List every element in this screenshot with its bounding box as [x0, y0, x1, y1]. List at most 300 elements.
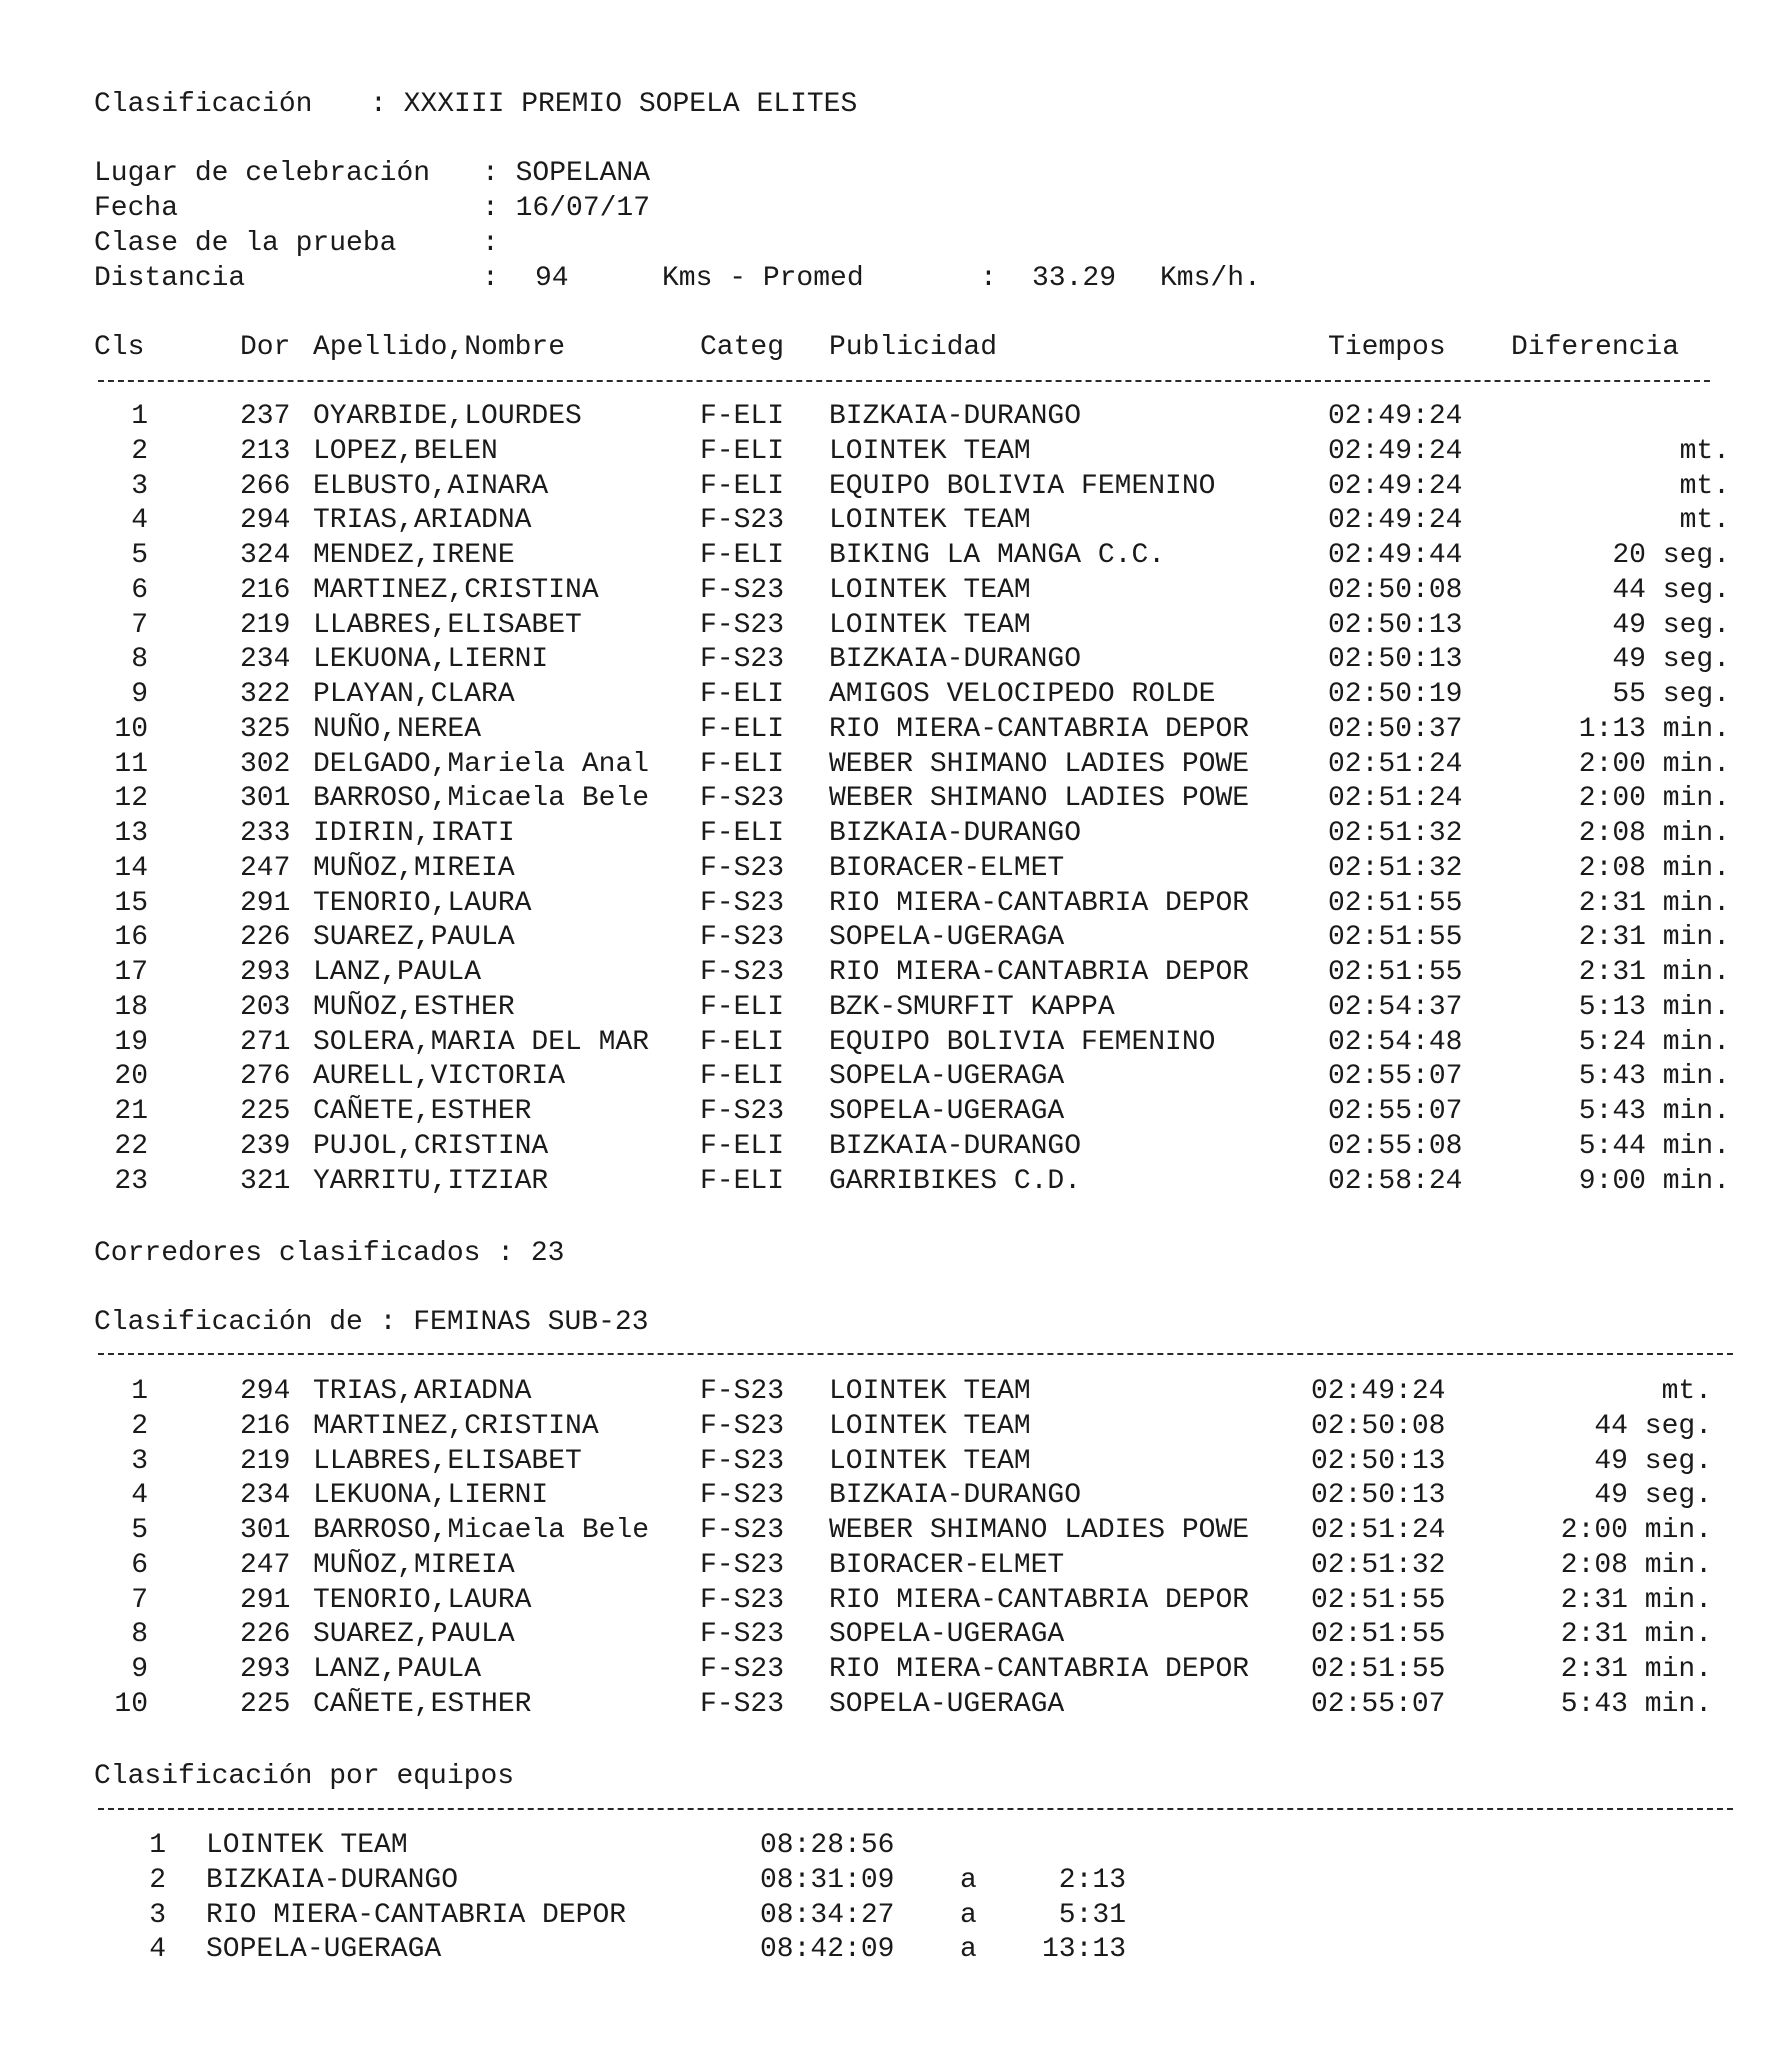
- cell-tiempo: 02:49:24: [1328, 435, 1463, 467]
- cell-categ: F-S23: [700, 1515, 785, 1546]
- cell-nombre: MENDEZ,IRENE: [313, 540, 515, 571]
- cell-publicidad: RIO MIERA-CANTABRIA DEPOR: [829, 887, 1250, 919]
- cell-dor: 219: [240, 1445, 291, 1477]
- cell-publicidad: SOPELA-UGERAGA: [829, 1096, 1065, 1127]
- cell-categ: F-ELI: [700, 991, 785, 1023]
- table-row: [0, 1688, 1785, 1723]
- cell-publicidad: WEBER SHIMANO LADIES POWE: [829, 1515, 1250, 1546]
- cell-categ: F-S23: [700, 1096, 785, 1127]
- cell-diferencia: 5:43 min.: [1560, 1688, 1712, 1720]
- cell-diferencia: 2:31 min.: [1560, 1654, 1712, 1685]
- cell-a: a: [960, 1899, 977, 1931]
- cell-nombre: AURELL,VICTORIA: [313, 1061, 566, 1093]
- cell-publicidad: LOINTEK TEAM: [829, 609, 1031, 641]
- table-row: [0, 609, 1785, 644]
- cell-tiempo: 02:51:55: [1311, 1584, 1446, 1616]
- cell-publicidad: WEBER SHIMANO LADIES POWE: [829, 748, 1250, 780]
- cell-tiempo: 02:50:13: [1328, 609, 1463, 641]
- cell-tiempo: 02:50:13: [1328, 644, 1463, 676]
- cell-diferencia: 1:13 min.: [1578, 713, 1730, 745]
- fecha-label: Fecha: [94, 193, 179, 224]
- classification-title-value: : XXXIII PREMIO SOPELA ELITES: [370, 89, 858, 120]
- cell-cls: 12: [114, 783, 148, 815]
- table-row: [0, 921, 1785, 956]
- cell-categ: F-ELI: [700, 435, 785, 467]
- cell-publicidad: GARRIBIKES C.D.: [829, 1165, 1082, 1197]
- cell-cls: 19: [114, 1026, 148, 1058]
- cell-diferencia: 9:00 min.: [1578, 1165, 1730, 1197]
- cell-publicidad: LOINTEK TEAM: [829, 1410, 1031, 1442]
- cell-diferencia: 2:08 min.: [1578, 852, 1730, 884]
- cell-tiempo: 02:50:13: [1311, 1480, 1446, 1512]
- cell-dor: 291: [240, 887, 291, 919]
- divider: [98, 380, 1710, 382]
- cell-nombre: TENORIO,LAURA: [313, 887, 532, 919]
- table-row: [0, 1130, 1785, 1165]
- cell-diferencia: 2:31 min.: [1560, 1619, 1712, 1651]
- cell-tiempo: 02:54:37: [1328, 991, 1463, 1023]
- table-row: [0, 678, 1785, 713]
- cell-diferencia: 5:43 min.: [1578, 1096, 1730, 1127]
- team-row: [0, 1899, 1785, 1934]
- cell-dor: 322: [240, 679, 291, 710]
- cell-dor: 293: [240, 957, 291, 988]
- cell-cls: 1: [131, 1376, 148, 1407]
- cell-cls: 9: [131, 679, 148, 710]
- fecha-value: : 16/07/17: [482, 193, 651, 224]
- cell-tiempo: 02:55:07: [1328, 1096, 1463, 1127]
- cell-cls: 21: [114, 1096, 148, 1127]
- table-row: [0, 991, 1785, 1026]
- cell-nombre: PUJOL,CRISTINA: [313, 1130, 549, 1162]
- cell-diferencia: 49 seg.: [1594, 1445, 1712, 1477]
- cell-dor: 271: [240, 1026, 291, 1058]
- cell-diferencia: mt.: [1679, 505, 1730, 537]
- cell-tiempo: 02:51:55: [1328, 922, 1463, 954]
- cell-publicidad: LOINTEK TEAM: [829, 1376, 1031, 1407]
- cell-tiempo: 08:28:56: [760, 1830, 895, 1861]
- cell-categ: F-ELI: [700, 818, 785, 849]
- cell-nombre: CAÑETE,ESTHER: [313, 1096, 532, 1127]
- cell-nombre: TRIAS,ARIADNA: [313, 1376, 532, 1407]
- cell-dor: 219: [240, 609, 291, 641]
- divider: [98, 1353, 1733, 1355]
- promedio-value: 33.29: [1032, 263, 1117, 294]
- cell-diferencia: 2:08 min.: [1578, 818, 1730, 849]
- cell-categ: F-S23: [700, 922, 785, 954]
- cell-nombre: SOLERA,MARIA DEL MAR: [313, 1026, 650, 1058]
- cell-diferencia: 13:13: [1041, 1934, 1126, 1966]
- cell-tiempo: 02:50:13: [1311, 1445, 1446, 1477]
- table-row: [0, 1549, 1785, 1584]
- cell-diferencia: 2:00 min.: [1578, 748, 1730, 780]
- cell-tiempo: 02:49:24: [1328, 470, 1463, 502]
- cell-categ: F-S23: [700, 1410, 785, 1442]
- table-row: [0, 748, 1785, 783]
- cell-diferencia: 2:13: [1058, 1864, 1126, 1896]
- cell-diferencia: 2:31 min.: [1578, 887, 1730, 919]
- cell-categ: F-S23: [700, 1445, 785, 1477]
- cell-diferencia: mt.: [1679, 435, 1730, 467]
- table-row: [0, 1165, 1785, 1200]
- cell-cls: 6: [131, 1549, 148, 1581]
- cell-equipo: BIZKAIA-DURANGO: [206, 1864, 459, 1896]
- cell-publicidad: BIZKAIA-DURANGO: [829, 1480, 1082, 1512]
- cell-categ: F-S23: [700, 1584, 785, 1616]
- cell-pos: 2: [149, 1864, 166, 1896]
- cell-dor: 239: [240, 1130, 291, 1162]
- team-row: [0, 1933, 1785, 1968]
- table-row: [0, 504, 1785, 539]
- cell-cls: 2: [131, 1410, 148, 1442]
- cell-nombre: BARROSO,Micaela Bele: [313, 783, 650, 815]
- cell-cls: 17: [114, 957, 148, 988]
- table-row: [0, 400, 1785, 435]
- cell-tiempo: 02:51:24: [1328, 748, 1463, 780]
- cell-tiempo: 02:51:55: [1311, 1654, 1446, 1685]
- table-row: [0, 956, 1785, 991]
- cell-nombre: NUÑO,NEREA: [313, 713, 482, 745]
- table-row: [0, 1410, 1785, 1445]
- cell-dor: 293: [240, 1654, 291, 1685]
- col-header-categ: Categ: [700, 332, 785, 363]
- col-header-diferencia: Diferencia: [1511, 332, 1680, 363]
- col-header-dor: Dor: [240, 332, 291, 363]
- cell-publicidad: BIORACER-ELMET: [829, 1549, 1065, 1581]
- cell-categ: F-S23: [700, 1654, 785, 1685]
- cell-publicidad: LOINTEK TEAM: [829, 505, 1031, 537]
- cell-nombre: LOPEZ,BELEN: [313, 435, 498, 467]
- cell-diferencia: 44 seg.: [1594, 1410, 1712, 1442]
- cell-tiempo: 02:51:32: [1328, 818, 1463, 849]
- cell-dor: 321: [240, 1165, 291, 1197]
- table-row: [0, 1653, 1785, 1688]
- cell-dor: 325: [240, 713, 291, 745]
- cell-dor: 226: [240, 1619, 291, 1651]
- cell-dor: 237: [240, 401, 291, 432]
- cell-publicidad: LOINTEK TEAM: [829, 1445, 1031, 1477]
- cell-tiempo: 02:49:24: [1311, 1376, 1446, 1407]
- cell-cls: 8: [131, 1619, 148, 1651]
- cell-equipo: RIO MIERA-CANTABRIA DEPOR: [206, 1899, 627, 1931]
- cell-cls: 11: [114, 748, 148, 780]
- table-row: [0, 1514, 1785, 1549]
- cell-categ: F-ELI: [700, 1061, 785, 1093]
- cell-pos: 1: [149, 1830, 166, 1861]
- cell-nombre: BARROSO,Micaela Bele: [313, 1515, 650, 1546]
- cell-dor: 216: [240, 574, 291, 606]
- cell-cls: 13: [114, 818, 148, 849]
- cell-categ: F-S23: [700, 1688, 785, 1720]
- cell-cls: 5: [131, 1515, 148, 1546]
- cell-cls: 7: [131, 609, 148, 641]
- cell-dor: 301: [240, 1515, 291, 1546]
- cell-cls: 10: [114, 713, 148, 745]
- cell-diferencia: 2:00 min.: [1578, 783, 1730, 815]
- cell-categ: F-ELI: [700, 470, 785, 502]
- cell-categ: F-S23: [700, 1480, 785, 1512]
- table-row: [0, 782, 1785, 817]
- cell-categ: F-ELI: [700, 1026, 785, 1058]
- cell-tiempo: 02:55:07: [1328, 1061, 1463, 1093]
- cell-publicidad: BIZKAIA-DURANGO: [829, 644, 1082, 676]
- cell-cls: 3: [131, 470, 148, 502]
- cell-cls: 18: [114, 991, 148, 1023]
- cell-dor: 301: [240, 783, 291, 815]
- col-header-nombre: Apellido,Nombre: [313, 332, 566, 363]
- cell-publicidad: BIZKAIA-DURANGO: [829, 1130, 1082, 1162]
- table-row: [0, 1618, 1785, 1653]
- cell-nombre: SUAREZ,PAULA: [313, 922, 515, 954]
- cell-diferencia: 2:00 min.: [1560, 1515, 1712, 1546]
- sub23-title: Clasificación de : FEMINAS SUB-23: [94, 1307, 649, 1338]
- cell-diferencia: 5:44 min.: [1578, 1130, 1730, 1162]
- table-row: [0, 539, 1785, 574]
- cell-nombre: OYARBIDE,LOURDES: [313, 401, 582, 432]
- classification-title-label: Clasificación: [94, 89, 313, 120]
- cell-cls: 23: [114, 1165, 148, 1197]
- cell-tiempo: 02:51:55: [1328, 887, 1463, 919]
- classified-count: Corredores clasificados : 23: [94, 1238, 565, 1269]
- cell-nombre: PLAYAN,CLARA: [313, 679, 515, 710]
- cell-publicidad: WEBER SHIMANO LADIES POWE: [829, 783, 1250, 815]
- cell-nombre: LLABRES,ELISABET: [313, 1445, 582, 1477]
- distancia-label: Distancia: [94, 263, 246, 294]
- cell-cls: 22: [114, 1130, 148, 1162]
- cell-cls: 7: [131, 1584, 148, 1616]
- cell-diferencia: 49 seg.: [1612, 644, 1730, 676]
- promedio-sep: :: [980, 263, 997, 294]
- cell-dor: 216: [240, 1410, 291, 1442]
- cell-diferencia: 5:43 min.: [1578, 1061, 1730, 1093]
- cell-categ: F-ELI: [700, 679, 785, 710]
- cell-nombre: LLABRES,ELISABET: [313, 609, 582, 641]
- team-row: [0, 1829, 1785, 1864]
- cell-publicidad: BIZKAIA-DURANGO: [829, 401, 1082, 432]
- team-row: [0, 1864, 1785, 1899]
- table-row: [0, 713, 1785, 748]
- cell-dor: 294: [240, 1376, 291, 1407]
- cell-categ: F-S23: [700, 852, 785, 884]
- cell-categ: F-S23: [700, 783, 785, 815]
- col-header-tiempos: Tiempos: [1328, 332, 1446, 363]
- cell-tiempo: 02:50:19: [1328, 679, 1463, 710]
- table-row: [0, 1095, 1785, 1130]
- cell-nombre: MUÑOZ,MIREIA: [313, 1549, 515, 1581]
- cell-categ: F-ELI: [700, 540, 785, 571]
- cell-publicidad: RIO MIERA-CANTABRIA DEPOR: [829, 1654, 1250, 1685]
- cell-nombre: MARTINEZ,CRISTINA: [313, 574, 599, 606]
- cell-categ: F-ELI: [700, 401, 785, 432]
- cell-categ: F-S23: [700, 574, 785, 606]
- cell-categ: F-S23: [700, 505, 785, 537]
- cell-diferencia: 49 seg.: [1594, 1480, 1712, 1512]
- col-header-cls: Cls: [94, 332, 145, 363]
- cell-tiempo: 02:51:32: [1311, 1549, 1446, 1581]
- col-header-publicidad: Publicidad: [829, 332, 998, 363]
- divider: [98, 1808, 1733, 1810]
- cell-tiempo: 02:51:24: [1328, 783, 1463, 815]
- cell-categ: F-ELI: [700, 1130, 785, 1162]
- cell-publicidad: LOINTEK TEAM: [829, 435, 1031, 467]
- cell-tiempo: 02:50:08: [1328, 574, 1463, 606]
- cell-categ: F-S23: [700, 1619, 785, 1651]
- cell-diferencia: 2:31 min.: [1578, 922, 1730, 954]
- cell-diferencia: 55 seg.: [1612, 679, 1730, 710]
- cell-publicidad: BIKING LA MANGA C.C.: [829, 540, 1166, 571]
- cell-publicidad: RIO MIERA-CANTABRIA DEPOR: [829, 713, 1250, 745]
- cell-cls: 16: [114, 922, 148, 954]
- cell-cls: 10: [114, 1688, 148, 1720]
- teams-title: Clasificación por equipos: [94, 1761, 515, 1792]
- cell-cls: 4: [131, 1480, 148, 1512]
- clase-label: Clase de la prueba: [94, 228, 397, 259]
- cell-cls: 20: [114, 1061, 148, 1093]
- table-row: [0, 470, 1785, 505]
- cell-dor: 226: [240, 922, 291, 954]
- cell-tiempo: 02:50:37: [1328, 713, 1463, 745]
- cell-equipo: SOPELA-UGERAGA: [206, 1934, 442, 1966]
- cell-nombre: LANZ,PAULA: [313, 957, 482, 988]
- cell-dor: 233: [240, 818, 291, 849]
- cell-publicidad: BIZKAIA-DURANGO: [829, 818, 1082, 849]
- cell-publicidad: BIORACER-ELMET: [829, 852, 1065, 884]
- cell-nombre: LEKUONA,LIERNI: [313, 644, 549, 676]
- cell-categ: F-S23: [700, 887, 785, 919]
- cell-tiempo: 02:49:24: [1328, 401, 1463, 432]
- cell-equipo: LOINTEK TEAM: [206, 1830, 408, 1861]
- table-row: [0, 817, 1785, 852]
- table-row: [0, 1479, 1785, 1514]
- cell-publicidad: AMIGOS VELOCIPEDO ROLDE: [829, 679, 1216, 710]
- cell-a: a: [960, 1864, 977, 1896]
- cell-tiempo: 02:50:08: [1311, 1410, 1446, 1442]
- cell-dor: 225: [240, 1688, 291, 1720]
- cell-publicidad: BZK-SMURFIT KAPPA: [829, 991, 1115, 1023]
- cell-nombre: TRIAS,ARIADNA: [313, 505, 532, 537]
- cell-a: a: [960, 1934, 977, 1966]
- cell-dor: 213: [240, 435, 291, 467]
- cell-cls: 15: [114, 887, 148, 919]
- cell-tiempo: 02:51:55: [1311, 1619, 1446, 1651]
- cell-cls: 8: [131, 644, 148, 676]
- cell-categ: F-S23: [700, 1549, 785, 1581]
- cell-publicidad: SOPELA-UGERAGA: [829, 1619, 1065, 1651]
- cell-dor: 276: [240, 1061, 291, 1093]
- cell-dor: 294: [240, 505, 291, 537]
- cell-dor: 247: [240, 852, 291, 884]
- cell-tiempo: 02:51:32: [1328, 852, 1463, 884]
- cell-diferencia: 5:24 min.: [1578, 1026, 1730, 1058]
- cell-nombre: MUÑOZ,MIREIA: [313, 852, 515, 884]
- cell-tiempo: 08:42:09: [760, 1934, 895, 1966]
- cell-tiempo: 02:55:07: [1311, 1688, 1446, 1720]
- cell-publicidad: SOPELA-UGERAGA: [829, 1061, 1065, 1093]
- cell-nombre: MUÑOZ,ESTHER: [313, 991, 515, 1023]
- table-row: [0, 887, 1785, 922]
- cell-diferencia: 5:31: [1058, 1899, 1126, 1931]
- cell-tiempo: 02:49:44: [1328, 540, 1463, 571]
- cell-tiempo: 08:31:09: [760, 1864, 895, 1896]
- cell-dor: 225: [240, 1096, 291, 1127]
- promedio-unit: Kms/h.: [1160, 263, 1261, 294]
- cell-pos: 3: [149, 1899, 166, 1931]
- cell-diferencia: 44 seg.: [1612, 574, 1730, 606]
- cell-categ: F-ELI: [700, 1165, 785, 1197]
- table-row: [0, 1375, 1785, 1410]
- cell-dor: 234: [240, 1480, 291, 1512]
- table-row: [0, 1584, 1785, 1619]
- cell-cls: 3: [131, 1445, 148, 1477]
- lugar-value: : SOPELANA: [482, 158, 651, 189]
- cell-cls: 14: [114, 852, 148, 884]
- cell-nombre: MARTINEZ,CRISTINA: [313, 1410, 599, 1442]
- cell-categ: F-ELI: [700, 713, 785, 745]
- cell-cls: 2: [131, 435, 148, 467]
- cell-dor: 302: [240, 748, 291, 780]
- table-row: [0, 1026, 1785, 1061]
- cell-publicidad: LOINTEK TEAM: [829, 574, 1031, 606]
- cell-categ: F-ELI: [700, 748, 785, 780]
- table-row: [0, 643, 1785, 678]
- cell-nombre: DELGADO,Mariela Anal: [313, 748, 650, 780]
- cell-diferencia: mt.: [1661, 1376, 1712, 1407]
- cell-dor: 266: [240, 470, 291, 502]
- cell-diferencia: 2:31 min.: [1560, 1584, 1712, 1616]
- cell-publicidad: EQUIPO BOLIVIA FEMENINO: [829, 1026, 1216, 1058]
- table-row: [0, 435, 1785, 470]
- cell-nombre: IDIRIN,IRATI: [313, 818, 515, 849]
- lugar-label: Lugar de celebración: [94, 158, 431, 189]
- cell-publicidad: RIO MIERA-CANTABRIA DEPOR: [829, 1584, 1250, 1616]
- distancia-sep: :: [482, 263, 499, 294]
- cell-nombre: ELBUSTO,AINARA: [313, 470, 549, 502]
- cell-dor: 247: [240, 1549, 291, 1581]
- cell-diferencia: 5:13 min.: [1578, 991, 1730, 1023]
- cell-nombre: SUAREZ,PAULA: [313, 1619, 515, 1651]
- cell-diferencia: 2:08 min.: [1560, 1549, 1712, 1581]
- clase-value: :: [482, 228, 499, 259]
- cell-categ: F-S23: [700, 644, 785, 676]
- cell-tiempo: 02:54:48: [1328, 1026, 1463, 1058]
- table-row: [0, 852, 1785, 887]
- distancia-unit: Kms - Promed: [662, 263, 864, 294]
- cell-tiempo: 02:51:55: [1328, 957, 1463, 988]
- cell-dor: 324: [240, 540, 291, 571]
- cell-pos: 4: [149, 1934, 166, 1966]
- cell-publicidad: SOPELA-UGERAGA: [829, 922, 1065, 954]
- cell-diferencia: 2:31 min.: [1578, 957, 1730, 988]
- cell-nombre: LANZ,PAULA: [313, 1654, 482, 1685]
- cell-categ: F-S23: [700, 1376, 785, 1407]
- cell-cls: 6: [131, 574, 148, 606]
- cell-nombre: YARRITU,ITZIAR: [313, 1165, 549, 1197]
- cell-cls: 9: [131, 1654, 148, 1685]
- cell-dor: 234: [240, 644, 291, 676]
- cell-nombre: LEKUONA,LIERNI: [313, 1480, 549, 1512]
- cell-diferencia: 20 seg.: [1612, 540, 1730, 571]
- cell-cls: 5: [131, 540, 148, 571]
- cell-tiempo: 02:51:24: [1311, 1515, 1446, 1546]
- cell-tiempo: 02:49:24: [1328, 505, 1463, 537]
- cell-nombre: CAÑETE,ESTHER: [313, 1688, 532, 1720]
- cell-dor: 291: [240, 1584, 291, 1616]
- distancia-value: 94: [535, 263, 569, 294]
- cell-cls: 4: [131, 505, 148, 537]
- cell-nombre: TENORIO,LAURA: [313, 1584, 532, 1616]
- cell-diferencia: mt.: [1679, 470, 1730, 502]
- cell-publicidad: EQUIPO BOLIVIA FEMENINO: [829, 470, 1216, 502]
